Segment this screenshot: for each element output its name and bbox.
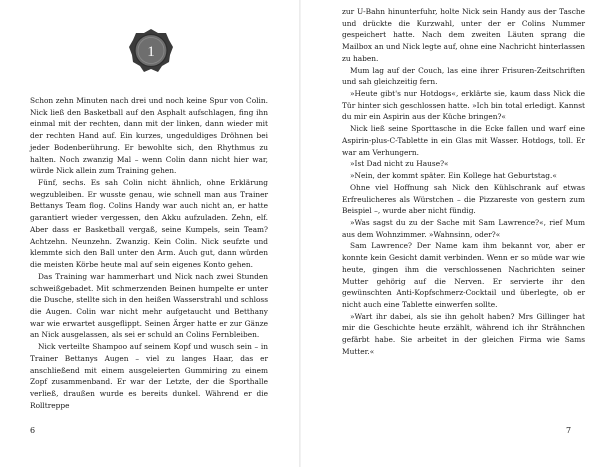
paragraph: Ohne viel Hoffnung sah Nick den Kühlschrank auf etwas Erfreulicheres als Würstchen – die Pizzareste von gestern zum Beispiel –, wurde aber nicht fündig. (342, 182, 585, 216)
paragraph: Fünf, sechs. Es sah Colin nicht ähnlich, ohne Erklärung wegzubleiben. Er wusste genau, wie schnell man aus Trainer Bettanys Team flog. Colins Handy war auch nicht an, er hatte garantiert wieder vergessen, den Akku aufzuladen. Zehn, elf. Aber dass er Basketball vergaß, seine Kumpels, sein Team? Achtzehn. Neunzehn. Zwanzig. Kein Colin. Nick seufzte und klemmte sich den Ball unter den Arm. Auch gut, dann würden die meisten Körbe heute mal auf sein eigenes Konto gehen. (30, 178, 268, 270)
paragraph: »Was sagst du zu der Sache mit Sam Lawrence?«, rief Mum aus dem Wohnzimmer. »Wahnsinn, oder?« (342, 217, 585, 239)
paragraph: Sam Lawrence? Der Name kam ihm bekannt vor, aber er konnte kein Gesicht damit verbinden. Wenn er so müde war wie heute, gingen ihm die verschlossenen Nachrichten seiner Mutter gehörig auf die Nerven. Er servierte ihr den gewünschten Anti-Kopfschmerz-Cocktail und überlegte, ob er nicht auch eine Tablette einwerfen sollte. (342, 241, 585, 309)
paragraph: »Wart ihr dabei, als sie ihn geholt haben? Mrs Gillinger hat mir die Geschichte heute erzählt, während ich ihr Strähnchen gefärbt habe. Sie arbeitet in der gleichen Firma wie Sams Mutter.« (342, 311, 585, 356)
page-number-right: 7 (566, 426, 572, 435)
paragraph: »Heute gibt's nur Hotdogs«, erklärte sie, kaum dass Nick die Tür hinter sich geschlossen hatte. »Ich bin total erledigt. Kannst du mir ein Aspirin aus der Küche bringen?« (342, 89, 585, 122)
paragraph: Mum lag auf der Couch, las eine ihrer Frisuren-Zeitschriften und sah gleichzeitig fern. (342, 65, 585, 87)
page-number-left: 6 (30, 426, 36, 435)
paragraph: Nick verteilte Shampoo auf seinem Kopf und wusch sein – in Trainer Bettanys Augen – viel zu langes Haar, das er anschließend mit einem ausgeleierten Gummiring zu einem Zopf zusammenband. Er war der Letzte, der die Sporthalle verließ, draußen wurde es bereits dunkel. Während er die Rolltreppe (30, 342, 268, 410)
paragraph: Das Training war hammerhart und Nick nach zwei Stunden schweißgebadet. Mit schmerzenden Beinen humpelte er unter die Dusche, stellte sich in den heißen Wasserstrahl und schloss die Augen. Colin war nicht mehr aufgetaucht und Betthany war wie erwartet ausgeflippt. Seinen Ärger hatte er zur Gänze an Nick ausgelassen, als sei er schuld an Colins Fernbleiben. (30, 271, 268, 340)
right-page (300, 0, 600, 467)
paragraph: »Ist Dad nicht zu Hause?« (350, 159, 449, 169)
right-text-column (342, 6, 585, 358)
left-text-column (30, 95, 268, 411)
paragraph: »Nein, der kommt später. Ein Kollege hat Geburtstag.« (350, 171, 557, 181)
paragraph: Nick ließ seine Sporttasche in die Ecke fallen und warf eine Aspirin-plus-C-Tablette in ein Glas mit Wasser. Hotdogs, toll. Er war am Verhungern. (342, 124, 585, 157)
paragraph: zur U-Bahn hinunterfuhr, holte Nick sein Handy aus der Tasche und drückte die Kurzwahl, unter der er Colins Nummer gespeichert hatte. Nach dem zweiten Läuten sprang die Mailbox an und Nick legte auf, ohne eine Nachricht hinterlassen zu haben. (342, 7, 585, 63)
chapter-number-badge (128, 28, 174, 74)
paragraph: Schon zehn Minuten nach drei und noch keine Spur von Colin. Nick ließ den Basketball auf den Asphalt aufschlagen, fing ihn einmal mit der rechten, dann mit der linken, dann wieder mit der rechten Hand auf. Ein kurzes, ungeduldiges Dröhnen bei jeder Bodenberührung. Er bewohlte sich, den Rhythmus zu halten. Noch zwanzig Mal – wenn Colin dann nicht hier war, würde Nick allein zum Training gehen. (30, 96, 268, 176)
chapter-number: 1 (147, 44, 155, 60)
